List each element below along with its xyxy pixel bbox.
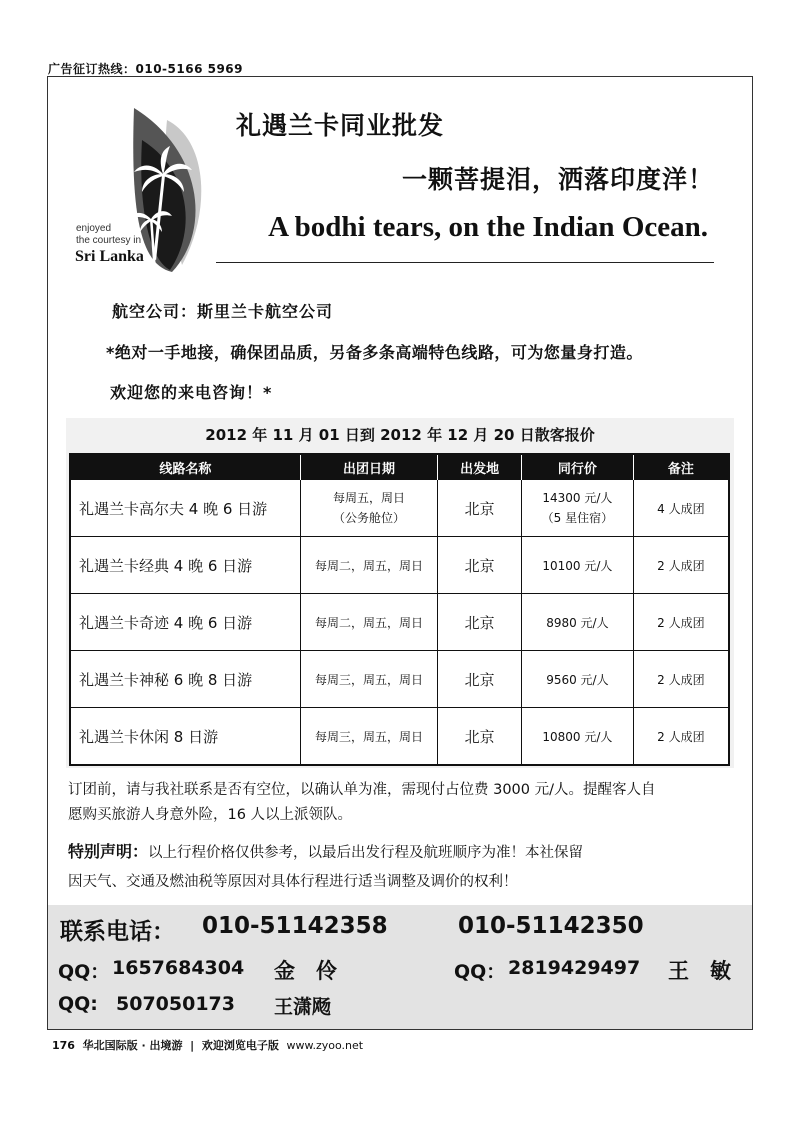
route-name: 礼遇兰卡神秘 6 晚 8 日游: [70, 651, 300, 708]
contact-name-2: 王 敏: [668, 959, 731, 983]
table-row: [70, 594, 729, 651]
welcome-note: 欢迎您的来电咨询！*: [110, 383, 273, 402]
service-note: *绝对一手地接，确保团品质，另备多条高端特色线路，可为您量身打造。: [106, 343, 643, 362]
ad-hotline: 广告征订热线：010-5166 5969: [48, 62, 244, 76]
route-remark: 2 人成团: [633, 708, 729, 766]
route-name: 礼遇兰卡奇迹 4 晚 6 日游: [70, 594, 300, 651]
page-number: 176: [52, 1039, 75, 1052]
table-header-row: [70, 454, 729, 480]
website-link[interactable]: www.zyoo.net: [286, 1039, 364, 1052]
special-statement-line1: 以上行程价格仅供参考，以最后出发行程及航班顺序为准！本社保留: [148, 845, 584, 861]
col-header-price: 同行价: [522, 454, 634, 480]
route-remark: 4 人成团: [633, 480, 729, 537]
qq-number-2: 2819429497: [508, 957, 641, 979]
logo-line1: enjoyed: [76, 223, 112, 234]
logo-brand: Sri Lanka: [75, 248, 144, 265]
col-header-city: 出发地: [438, 454, 522, 480]
booking-notice: [68, 778, 708, 828]
phone-label: 联系电话：: [60, 919, 175, 945]
footer-separator: |: [190, 1039, 195, 1052]
trade-price: 8980 元/人: [522, 594, 634, 651]
header-divider: [216, 262, 714, 263]
contact-block: [48, 905, 752, 1029]
depart-date: [300, 480, 438, 537]
qq-number-1: 1657684304: [112, 957, 245, 979]
trade-price-line2: （5 星住宿）: [541, 511, 614, 525]
trade-price-line1: 14300 元/人: [542, 491, 613, 505]
phone-number-2: 010-51142350: [458, 913, 644, 939]
route-remark: 2 人成团: [633, 594, 729, 651]
route-name: 礼遇兰卡经典 4 晚 6 日游: [70, 537, 300, 594]
trade-price: 9560 元/人: [522, 651, 634, 708]
airline-line: 航空公司：斯里兰卡航空公司: [112, 302, 334, 321]
depart-city: 北京: [438, 480, 522, 537]
page-footer: [52, 1037, 363, 1053]
table-row: [70, 708, 729, 766]
price-table: [69, 453, 730, 766]
col-header-note: 备注: [633, 454, 729, 480]
contact-name-3: 王潇飏: [274, 996, 332, 1018]
slogan-chinese: 一颗菩提泪，洒落印度洋！: [401, 165, 714, 194]
route-name: 礼遇兰卡休闲 8 日游: [70, 708, 300, 766]
logo-line2: the courtesy in: [76, 235, 142, 246]
depart-date-line1: 每周五，周日: [332, 491, 405, 505]
depart-date: 每周二，周五，周日: [300, 537, 438, 594]
phone-number-1: 010-51142358: [202, 913, 388, 939]
trade-price: [522, 480, 634, 537]
depart-city: 北京: [438, 651, 522, 708]
depart-date: 每周三，周五，周日: [300, 651, 438, 708]
table-row: [70, 480, 729, 537]
price-table-title: 2012 年 11 月 01 日到 2012 年 12 月 20 日散客报价: [205, 426, 595, 444]
trade-price: 10100 元/人: [522, 537, 634, 594]
booking-notice-line1: 订团前，请与我社联系是否有空位，以确认单为准，需现付占位费 3000 元/人。提醒客人自: [68, 782, 656, 798]
qq-label-2: QQ：: [454, 961, 506, 983]
qq-label-1: QQ：: [58, 961, 110, 983]
ad-title: 礼遇兰卡同业批发: [236, 111, 445, 140]
depart-city: 北京: [438, 708, 522, 766]
browse-text: 欢迎浏览电子版: [201, 1039, 279, 1052]
price-table-area: [66, 418, 734, 768]
table-row: [70, 537, 729, 594]
qq-number-3: 507050173: [116, 993, 235, 1015]
depart-city: 北京: [438, 594, 522, 651]
sri-lanka-logo: [62, 100, 222, 275]
route-name: 礼遇兰卡高尔夫 4 晚 6 日游: [70, 480, 300, 537]
table-row: [70, 651, 729, 708]
route-remark: 2 人成团: [633, 537, 729, 594]
depart-date: 每周三，周五，周日: [300, 708, 438, 766]
depart-city: 北京: [438, 537, 522, 594]
depart-date-line2: （公务舱位）: [332, 511, 405, 525]
trade-price: 10800 元/人: [522, 708, 634, 766]
booking-notice-line2: 愿购买旅游人身意外险，16 人以上派领队。: [68, 807, 353, 823]
col-header-route: 线路名称: [70, 454, 300, 480]
slogan-english: A bodhi tears, on the Indian Ocean.: [268, 211, 708, 243]
depart-date: 每周二，周五，周日: [300, 594, 438, 651]
qq-label-3: QQ:: [58, 993, 98, 1015]
route-remark: 2 人成团: [633, 651, 729, 708]
special-statement-line2: 因天气、交通及燃油税等原因对具体行程进行适当调整及调价的权利！: [68, 874, 518, 890]
special-statement: [68, 837, 708, 897]
col-header-date: 出团日期: [300, 454, 438, 480]
special-statement-label: 特别声明：: [68, 842, 149, 861]
publication-name: 华北国际版 · 出境游: [82, 1039, 183, 1052]
contact-name-1: 金 伶: [274, 959, 337, 983]
